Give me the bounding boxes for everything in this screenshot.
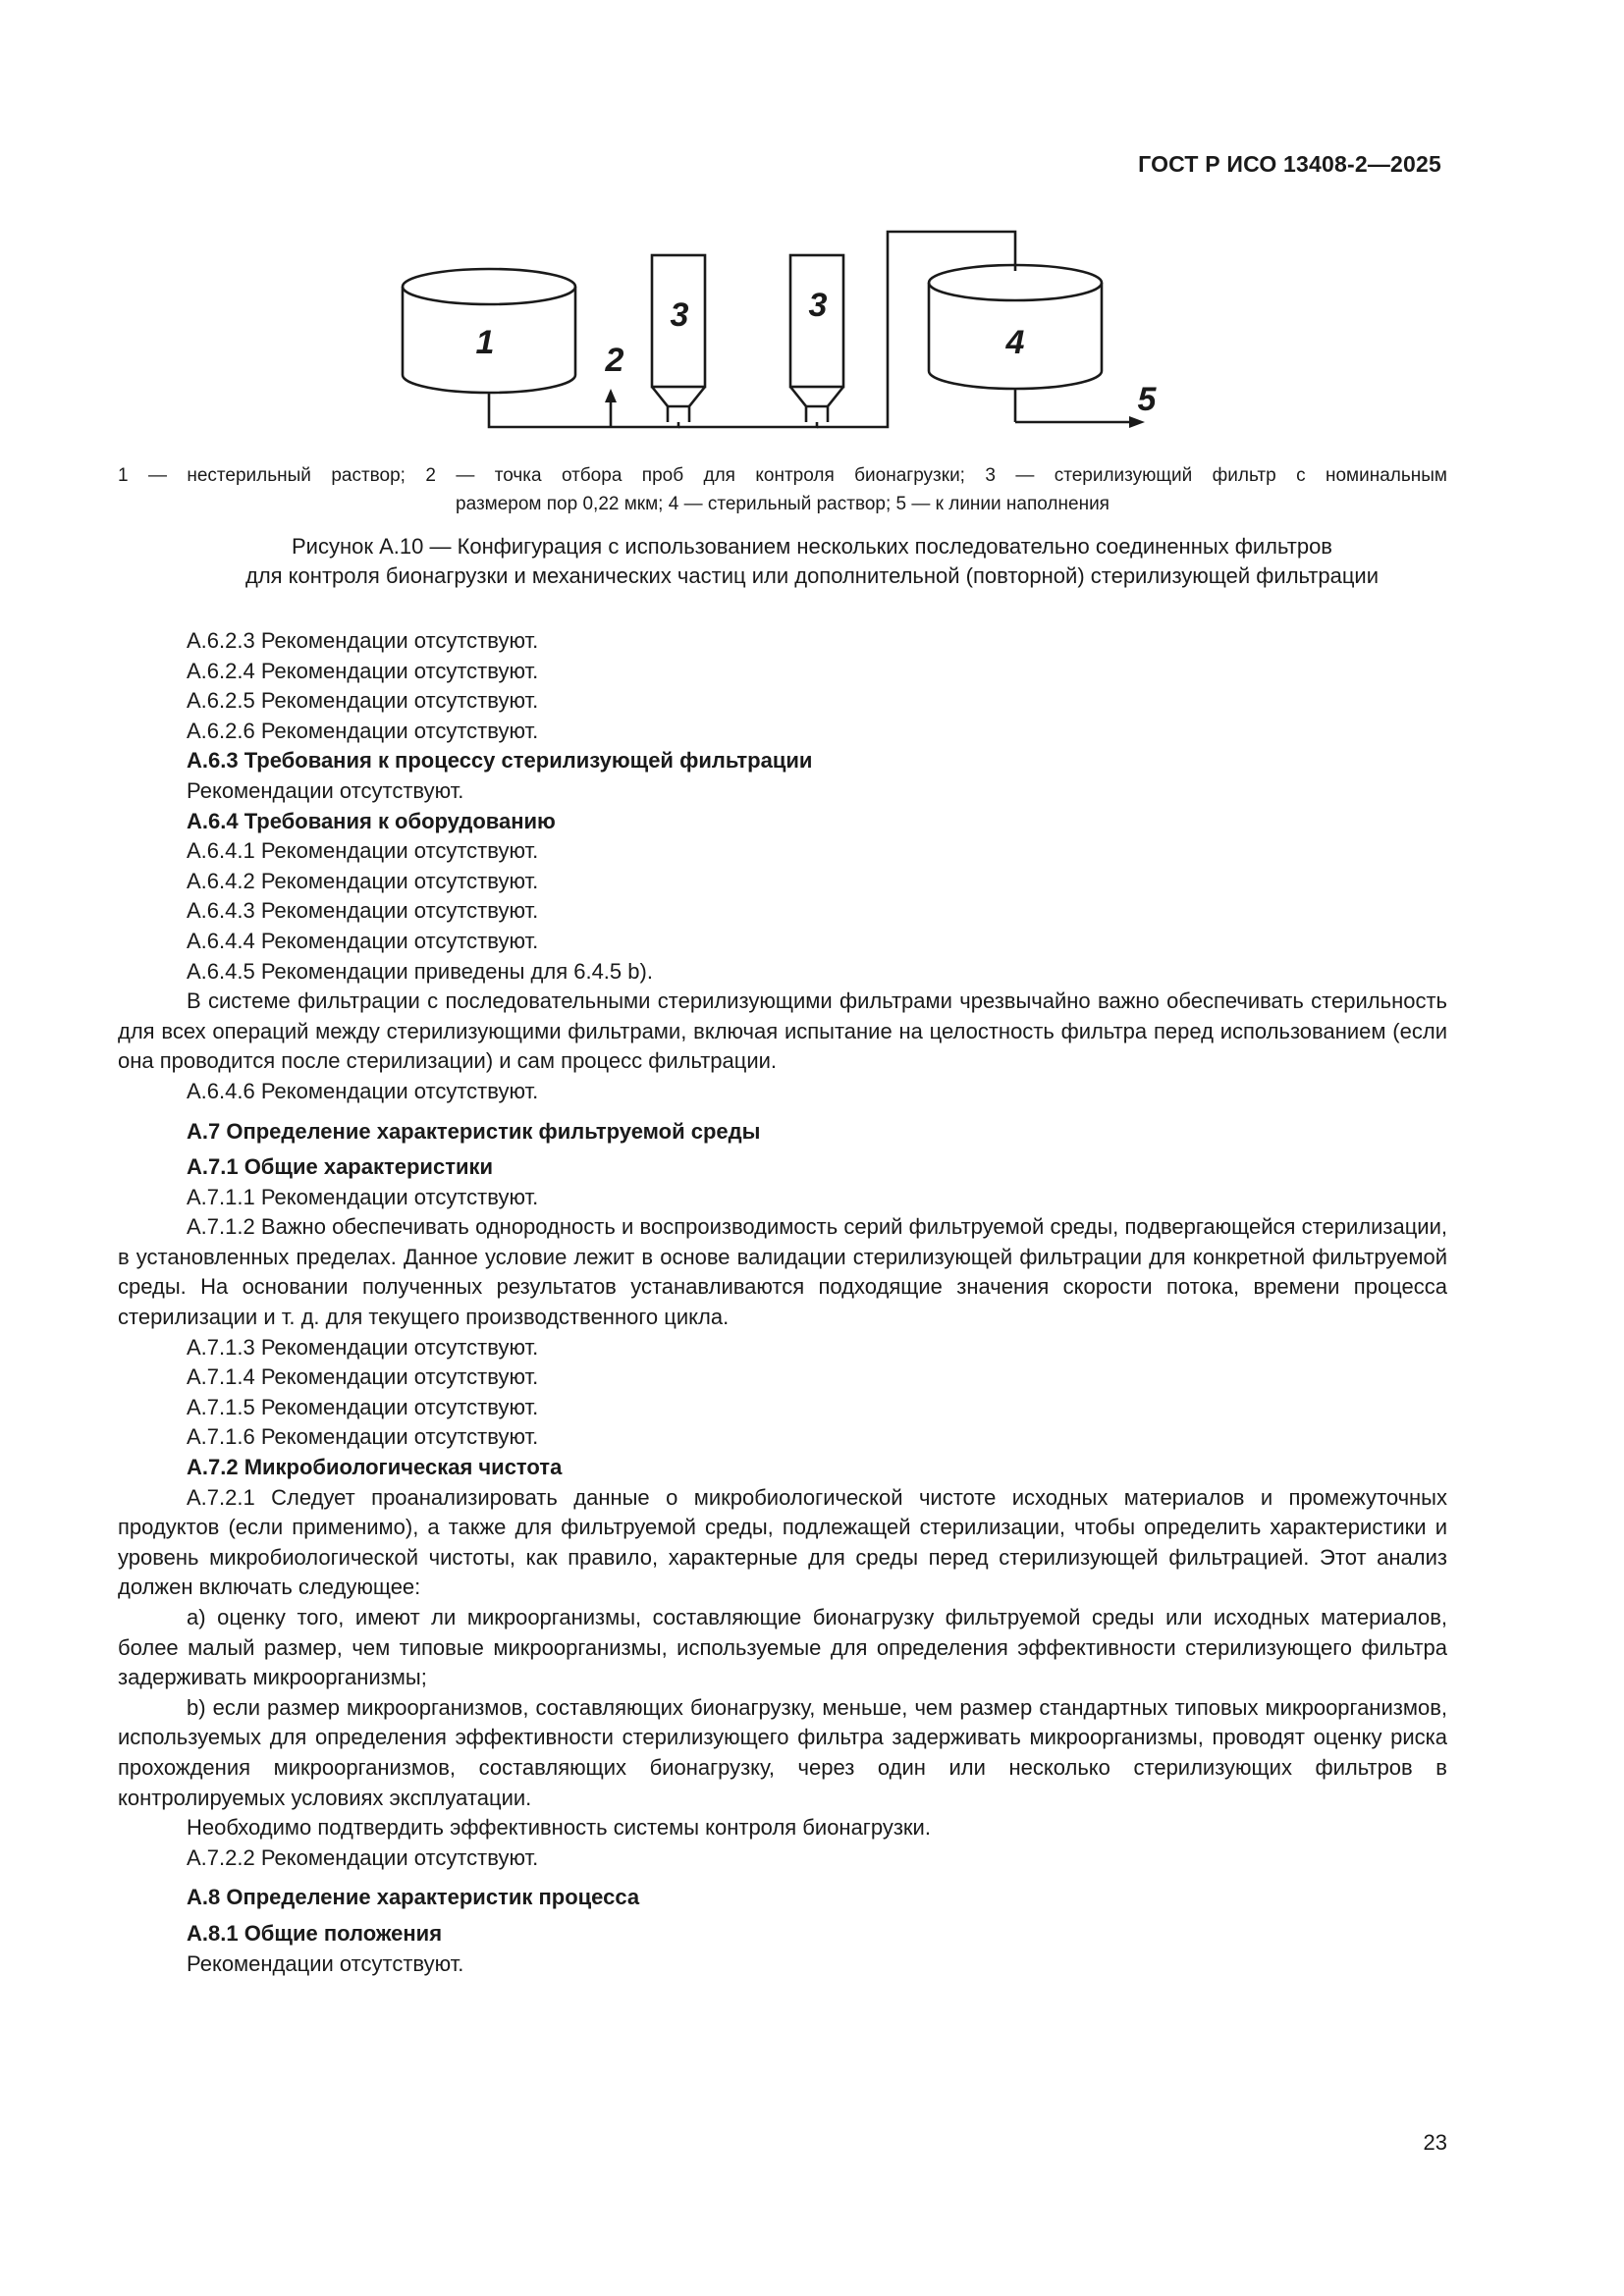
- figure-caption: [98, 532, 1526, 591]
- sample-point-arrow: [605, 389, 617, 402]
- document-body: [118, 626, 1447, 1979]
- filter-configuration-diagram: [0, 226, 1624, 442]
- paragraph: А.6.2.6 Рекомендации отсутствуют.: [187, 718, 539, 743]
- label-2: 2: [605, 342, 624, 379]
- paragraph: А.6.2.4 Рекомендации отсутствуют.: [187, 658, 539, 683]
- paragraph: А.7.2.1 Следует проанализировать данные о микробиологической чистоте исходных материалов и промежуточных продуктов (если применимо), а также для фильтруемой среды, подлежащей стерилизации, чтобы определить характеристики и уровень микробиологической чистоты, как правило, характерные для среды перед стерилизующей фильтрацией. Этот анализ должен включать следующее:: [118, 1484, 1447, 1600]
- label-3b: 3: [808, 287, 828, 324]
- paragraph: В системе фильтрации с последовательными стерилизующими фильтрами чрезвычайно важно обеспечивать стерильность для всех операций между стерилизующими фильтрами, включая испытание на целостность фильтра перед использованием (если она проводится после стерилизации) и сам процесс фильтрации.: [118, 988, 1447, 1074]
- paragraph: b) если размер микроорганизмов, составляющих бионагрузку, меньше, чем размер стандартных типовых микроорганизмов, используемых для определения эффективности стерилизующего фильтра задерживать микроорганизмы, проводят оценку риска прохождения микроорганизмов, составляющих бионагрузку, через один или несколько стерилизующих фильтров в контролируемых условиях эксплуатации.: [118, 1694, 1447, 1810]
- caption-line-2: для контроля бионагрузки и механических частиц или дополнительной (повторной) стерилизующей фильтрации: [244, 563, 1379, 588]
- section-heading: А.7 Определение характеристик фильтруемой среды: [187, 1118, 761, 1144]
- pipe-filter-a-filter-b: [678, 422, 817, 427]
- paragraph: Рекомендации отсутствуют.: [187, 777, 464, 803]
- legend-line-1: 1 — нестерильный раствор; 2 — точка отбора проб для контроля бионагрузки; 3 — стерилизующий фильтр с номинальным: [118, 465, 1447, 486]
- caption-line-1: Рисунок А.10 — Конфигурация с использованием нескольких последовательно соединенных фильтров: [292, 534, 1332, 559]
- pipe-filter-b-tank4: [817, 232, 1015, 427]
- paragraph: А.6.4.2 Рекомендации отсутствуют.: [187, 868, 539, 893]
- paragraph: А.7.1.3 Рекомендации отсутствуют.: [187, 1334, 539, 1360]
- section-heading: А.7.1 Общие характеристики: [187, 1154, 494, 1180]
- page-number: 23: [1423, 2130, 1447, 2155]
- pipe-tank1-filter-a: [489, 393, 678, 427]
- paragraph: А.6.4.4 Рекомендации отсутствуют.: [187, 928, 539, 953]
- paragraph: А.7.1.5 Рекомендации отсутствуют.: [187, 1394, 539, 1419]
- paragraph: А.6.4.1 Рекомендации отсутствуют.: [187, 838, 539, 864]
- section-heading: А.8 Определение характеристик процесса: [187, 1885, 640, 1910]
- paragraph: а) оценку того, имеют ли микроорганизмы, составляющие бионагрузку фильтруемой среды или исходных материалов, более малый размер, чем типовые микроорганизмы, используемые для определения эффективности стерилизующего фильтра задерживать микроорганизмы;: [118, 1605, 1447, 1690]
- sterilizing-filter-b: [790, 255, 843, 422]
- paragraph: Необходимо подтвердить эффективность системы контроля бионагрузки.: [187, 1815, 931, 1841]
- label-4: 4: [1005, 324, 1025, 361]
- paragraph: А.6.4.5 Рекомендации приведены для 6.4.5 b).: [187, 958, 653, 984]
- paragraph: А.7.1.2 Важно обеспечивать однородность и воспроизводимость серий фильтруемой среды, подвергающейся стерилизации, в установленных пределах. Данное условие лежит в основе валидации стерилизующей фильтрации для конкретной фильтруемой среды. На основании полученных результатов устанавливаются подходящие значения скорости потока, времени процесса стерилизации и т. д. для текущего производственного цикла.: [118, 1214, 1447, 1330]
- paragraph: Рекомендации отсутствуют.: [187, 1950, 464, 1976]
- paragraph: А.7.2.2 Рекомендации отсутствуют.: [187, 1844, 539, 1870]
- paragraph: А.6.4.6 Рекомендации отсутствуют.: [187, 1078, 539, 1103]
- paragraph: А.6.4.3 Рекомендации отсутствуют.: [187, 898, 539, 924]
- paragraph: А.6.2.3 Рекомендации отсутствуют.: [187, 628, 539, 653]
- paragraph: А.6.2.5 Рекомендации отсутствуют.: [187, 688, 539, 714]
- label-1: 1: [475, 324, 495, 361]
- section-heading: А.6.3 Требования к процессу стерилизующей фильтрации: [187, 748, 813, 774]
- paragraph: А.7.1.6 Рекомендации отсутствуют.: [187, 1424, 539, 1450]
- paragraph: А.7.1.4 Рекомендации отсутствуют.: [187, 1364, 539, 1390]
- document-code: ГОСТ Р ИСО 13408-2—2025: [1138, 151, 1441, 177]
- paragraph: А.7.1.1 Рекомендации отсутствуют.: [187, 1184, 539, 1209]
- section-heading: А.6.4 Требования к оборудованию: [187, 808, 556, 833]
- label-5: 5: [1137, 381, 1157, 418]
- section-heading: А.7.2 Микробиологическая чистота: [187, 1455, 563, 1480]
- sterilizing-filter-a: [652, 255, 705, 422]
- legend-line-2: размером пор 0,22 мкм; 4 — стерильный раствор; 5 — к линии наполнения: [456, 494, 1110, 514]
- label-3a: 3: [670, 296, 689, 334]
- section-heading: А.8.1 Общие положения: [187, 1920, 443, 1946]
- figure-legend: [118, 461, 1447, 518]
